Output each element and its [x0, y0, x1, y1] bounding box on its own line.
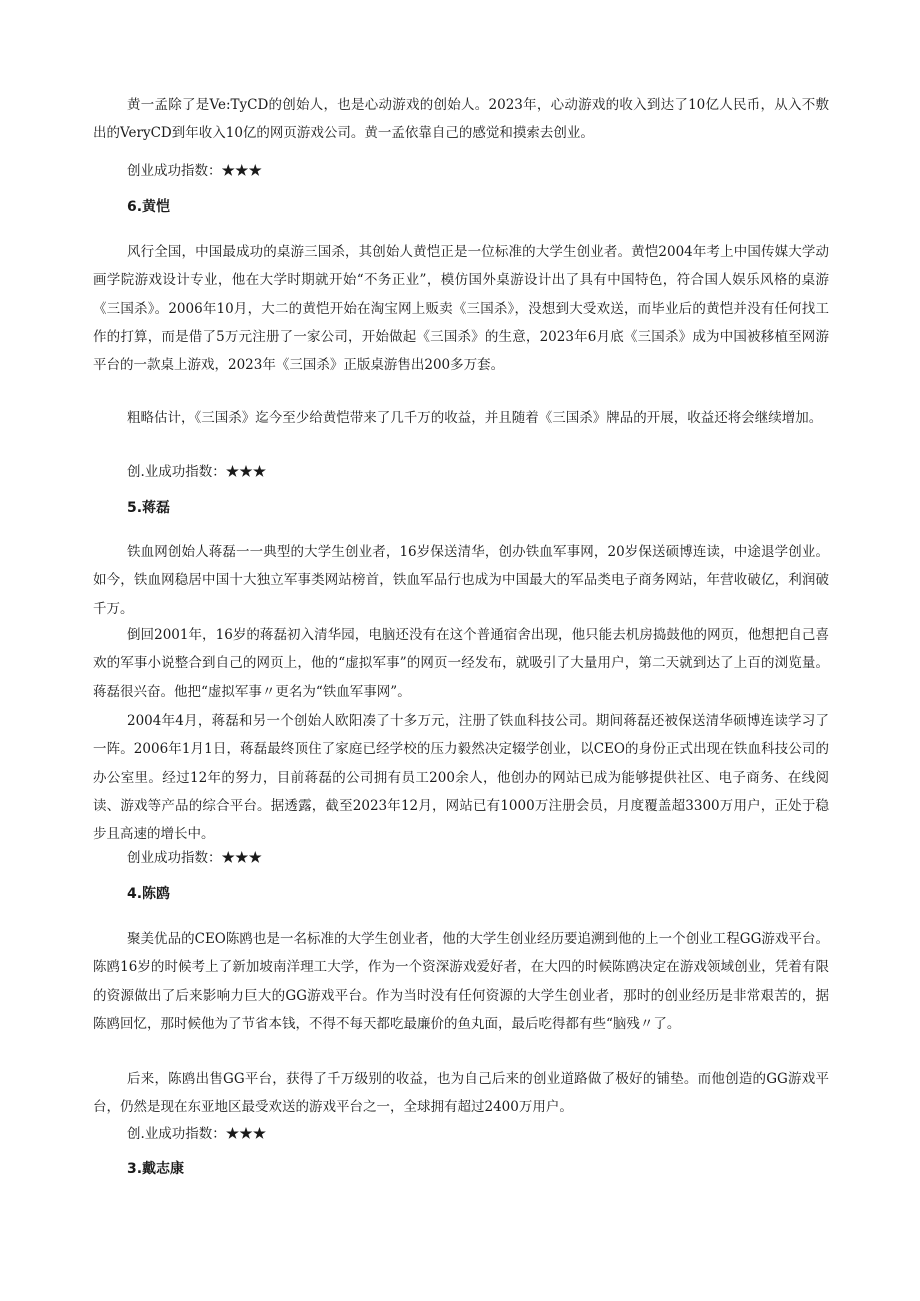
section-heading: 5.蒋磊 — [127, 500, 171, 516]
success-rating: 创业成功指数：★★★ — [127, 850, 262, 866]
paragraph: 风行全国，中国最成功的桌游三国杀，其创始人黄恺正是一位标准的大学生创业者。黄恺2004年考上中国传媒大学动画学院游戏设计专业，他在大学时期就开始“不务正业”，模仿国外桌游设计出了具有中国特色，符合国人娱乐风格的桌游《三国杀》。2006年10月，大二的黄恺开始在淘宝网上贩卖《三国杀》，没想到大受欢送，而毕业后的黄恺并没有任何找工作的打算，而是借了5万元注册了一家公司，开始做起《三国杀》的生意，2023年6月底《三国杀》成为中国被移植至网游平台的一款桌上游戏，2023年《三国杀》正版桌游售出200多万套。 — [93, 244, 829, 374]
success-rating: 创业成功指数：★★★ — [127, 163, 262, 179]
section-heading: 3.戴志康 — [127, 1161, 185, 1177]
paragraph: 粗略估计，《三国杀》迄今至少给黄恺带来了几千万的收益，并且随着《三国杀》牌品的开展，收益还将会继续增加。 — [127, 410, 823, 426]
paragraph: 黄一孟除了是Ve:TyCD的创始人，也是心动游戏的创始人。2023年，心动游戏的收入到达了10亿人民币，从入不敷出的VeryCD到年收入10亿的网页游戏公司。黄一孟依靠自己的感觉和摸索去创业。 — [93, 97, 829, 142]
paragraph: 铁血网创始人蒋磊一一典型的大学生创业者，16岁保送清华，创办铁血军事网，20岁保送硕博连读，中途退学创业。如今，铁血网稳居中国十大独立军事类网站榜首，铁血军品行也成为中国最大的军品类电子商务网站，年营收破亿，利润破千万。 — [93, 544, 829, 617]
paragraph: 后来，陈鸥出售GG平台，获得了千万级别的收益，也为自己后来的创业道路做了极好的铺垫。而他创造的GG游戏平台，仍然是现在东亚地区最受欢送的游戏平台之一，全球拥有超过2400万用户。 — [93, 1071, 829, 1116]
success-rating: 创.业成功指数：★★★ — [127, 464, 267, 480]
paragraph: 倒回2001年，16岁的蒋磊初入清华园，电脑还没有在这个普通宿舍出现，他只能去机房捣鼓他的网页，他想把自己喜欢的军事小说整合到自己的网页上，他的“虚拟军事”的网页一经发布，就吸引了大量用户，第二天就到达了上百的浏览量。蒋磊很兴奋。他把“虚拟军事〃更名为“铁血军事网”。 — [93, 627, 829, 700]
section-heading: 6.黄恺 — [127, 199, 171, 215]
success-rating: 创.业成功指数：★★★ — [127, 1126, 267, 1142]
paragraph: 聚美优品的CEO陈鸥也是一名标准的大学生创业者，他的大学生创业经历要追溯到他的上一个创业工程GG游戏平台。陈鸥16岁的时候考上了新加坡南洋理工大学，作为一个资深游戏爱好者，在大四的时候陈鸥决定在游戏领域创业，凭着有限的资源做出了后来影响力巨大的GG游戏平台。作为当时没有任何资源的大学生创业者，那时的创业经历是非常艰苦的，据陈鸥回忆，那时候他为了节省本钱，不得不每天都吃最廉价的鱼丸面，最后吃得都有些“脑残〃了。 — [93, 931, 829, 1032]
paragraph: 2004年4月，蒋磊和另一个创始人欧阳凑了十多万元，注册了铁血科技公司。期间蒋磊还被保送清华硕博连读学习了一阵。2006年1月1日，蒋磊最终顶住了家庭已经学校的压力毅然决定辍学创业，以CEO的身份正式出现在铁血科技公司的办公室里。经过12年的努力，目前蒋磊的公司拥有员工200余人，他创办的网站已成为能够提供社区、电子商务、在线阅读、游戏等产品的综合平台。据透露，截至2023年12月，网站已有1000万注册会员，月度覆盖超3300万用户，正处于稳步且高速的增长中。 — [93, 713, 829, 843]
section-heading: 4.陈鸥 — [127, 886, 171, 902]
